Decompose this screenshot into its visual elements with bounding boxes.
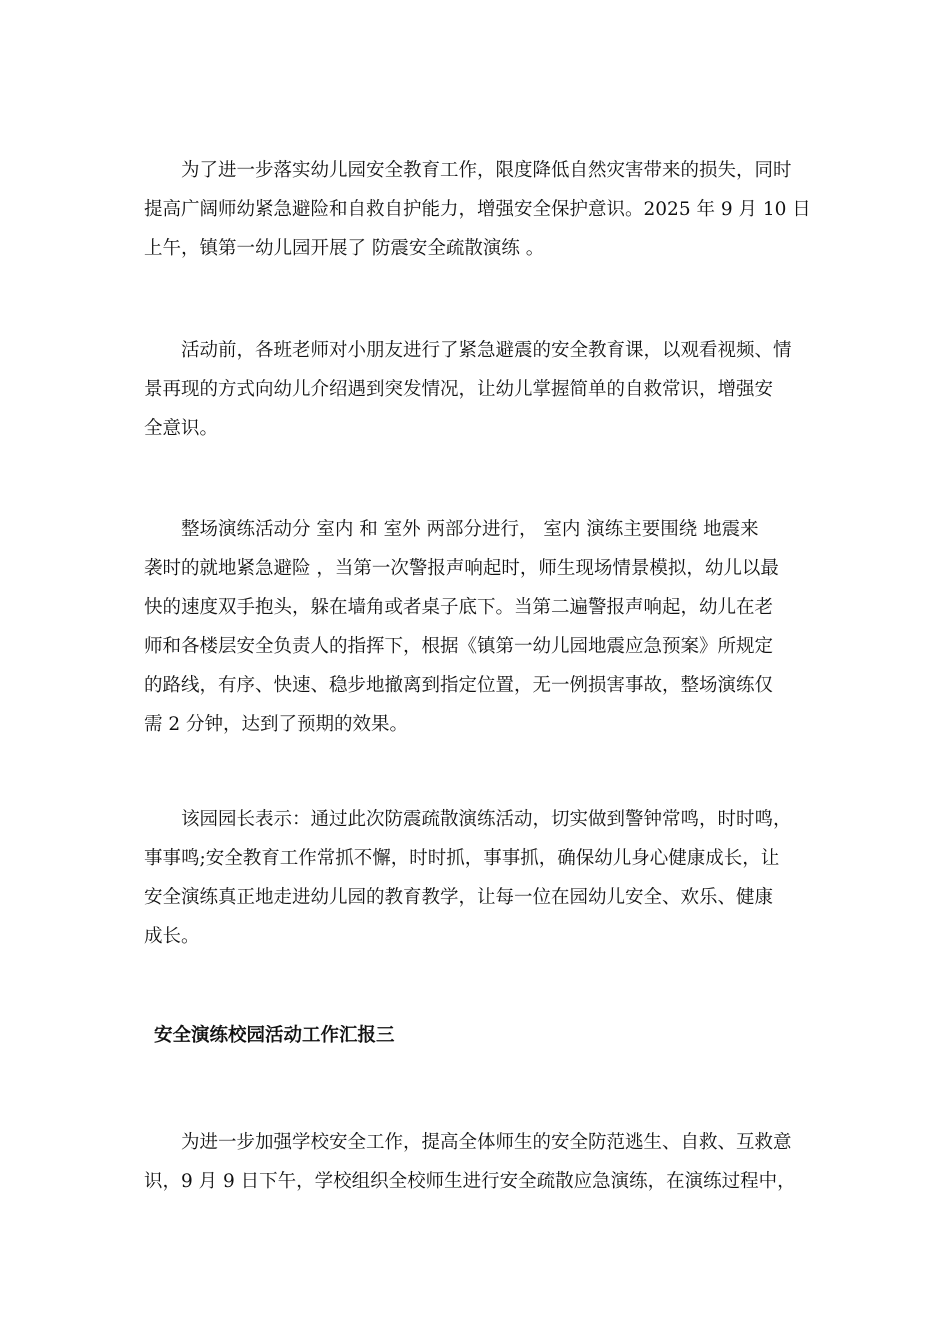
paragraph-2 (144, 331, 808, 448)
paragraph-line: 该园园长表示：通过此次防震疏散演练活动，切实做到警钟常鸣，时时鸣， (144, 809, 792, 830)
paragraph-line: 为了进一步落实幼儿园安全教育工作，限度降低自然灾害带来的损失，同时 (144, 160, 792, 181)
section-heading: 安全演练校园活动工作汇报三 (154, 1025, 395, 1046)
paragraph-line: 袭时的就地紧急避险 ，当第一次警报声响起时，师生现场情景模拟，幼儿以最 (144, 558, 779, 579)
paragraph-line: 事事鸣;安全教育工作常抓不懈，时时抓，事事抓，确保幼儿身心健康成长，让 (144, 848, 780, 869)
paragraph-line: 景再现的方式向幼儿介绍遇到突发情况，让幼儿掌握简单的自救常识，增强安 (144, 379, 774, 400)
paragraph-line: 的路线，有序、快速、稳步地撤离到指定位置，无一例损害事故，整场演练仅 (144, 675, 774, 696)
paragraph-line: 识，9 月 9 日下午，学校组织全校师生进行安全疏散应急演练，在演练过程中， (144, 1171, 796, 1192)
paragraph-line: 活动前，各班老师对小朋友进行了紧急避震的安全教育课，以观看视频、情 (144, 340, 792, 361)
paragraph-line: 安全演练真正地走进幼儿园的教育教学，让每一位在园幼儿安全、欢乐、健康 (144, 887, 774, 908)
paragraph-line: 师和各楼层安全负责人的指挥下，根据《镇第一幼儿园地震应急预案》所规定 (144, 636, 774, 657)
paragraph-line: 全意识。 (144, 418, 219, 439)
paragraph-3 (144, 510, 808, 744)
paragraph-line: 为进一步加强学校安全工作，提高全体师生的安全防范逃生、自救、互救意 (144, 1132, 792, 1153)
paragraph-1 (144, 151, 811, 268)
paragraph-line: 上午，镇第一幼儿园开展了 防震安全疏散演练 。 (144, 238, 545, 259)
paragraph-4 (144, 800, 808, 956)
paragraph-line: 整场演练活动分 室内 和 室外 两部分进行， 室内 演练主要围绕 地震来 (144, 519, 759, 540)
paragraph-5 (144, 1123, 808, 1201)
paragraph-line: 提高广阔师幼紧急避险和自救自护能力，增强安全保护意识。2025 年 9 月 10 日 (144, 199, 811, 220)
paragraph-line: 需 2 分钟，达到了预期的效果。 (144, 714, 409, 735)
paragraph-line: 成长。 (144, 926, 200, 947)
paragraph-line: 快的速度双手抱头，躲在墙角或者桌子底下。当第二遍警报声响起，幼儿在老 (144, 597, 774, 618)
